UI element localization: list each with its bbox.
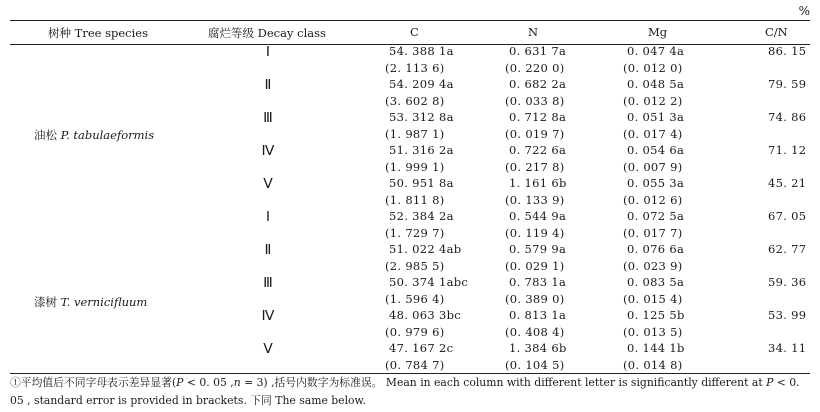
species-chinese: 油松 — [34, 128, 57, 142]
mg-value: 0. 051 3a — [627, 110, 685, 124]
mg-value: 0. 083 5a — [627, 275, 685, 289]
cn-ratio: 86. 15 — [768, 44, 807, 58]
decay-class: Ⅱ — [264, 78, 272, 93]
mg-standard-error: (0. 023 9) — [623, 258, 683, 273]
mg-value: 0. 054 6a — [627, 143, 685, 157]
n-standard-error: (0. 119 4) — [505, 225, 565, 240]
decay-class: Ⅰ — [265, 45, 271, 60]
n-standard-error: (0. 019 7) — [505, 126, 565, 141]
cn-ratio: 71. 12 — [768, 143, 807, 157]
mg-value: 0. 076 6a — [627, 242, 685, 256]
species-chinese: 漆树 — [34, 295, 57, 309]
cn-ratio: 45. 21 — [768, 176, 807, 190]
decay-class: Ⅳ — [261, 309, 275, 324]
footnote-n: n — [233, 376, 241, 389]
c-value: 51. 022 4ab — [389, 242, 462, 256]
n-value: 1. 161 6b — [509, 176, 567, 190]
n-value: 0. 712 8a — [509, 110, 567, 124]
n-standard-error: (0. 033 8) — [505, 93, 565, 108]
footnote-cond2: = 3) ,括号内数字为标准误。 — [240, 376, 383, 389]
mg-value: 0. 125 5b — [627, 308, 685, 322]
mg-standard-error: (0. 007 9) — [623, 159, 683, 174]
mg-standard-error: (0. 017 4) — [623, 126, 683, 141]
footnote-marker: ① — [10, 376, 21, 389]
mg-value: 0. 144 1b — [627, 341, 685, 355]
species-latin: T. vernicifluum — [60, 295, 148, 309]
header-decay-class: 腐烂等级 Decay class — [208, 26, 326, 40]
species-label — [34, 127, 154, 143]
n-value: 0. 631 7a — [509, 44, 567, 58]
cn-ratio: 59. 36 — [768, 275, 807, 289]
header-mg: Mg — [648, 25, 668, 39]
cn-ratio: 67. 05 — [768, 209, 807, 223]
n-value: 0. 544 9a — [509, 209, 567, 223]
footnote — [10, 374, 815, 410]
decay-class: Ⅱ — [264, 243, 272, 258]
mg-standard-error: (0. 012 2) — [623, 93, 683, 108]
decay-class: Ⅴ — [263, 342, 273, 357]
decay-class: Ⅴ — [263, 177, 273, 192]
table-top-rule — [10, 20, 810, 21]
c-standard-error: (3. 602 8) — [385, 93, 445, 108]
c-value: 54. 209 4a — [389, 77, 454, 91]
c-standard-error: (1. 729 7) — [385, 225, 445, 240]
c-standard-error: (2. 985 5) — [385, 258, 445, 273]
c-value: 50. 374 1abc — [389, 275, 469, 289]
c-standard-error: (2. 113 6) — [385, 60, 445, 75]
footnote-p: P — [176, 376, 184, 389]
c-value: 47. 167 2c — [389, 341, 454, 355]
cn-ratio: 34. 11 — [768, 341, 807, 355]
cn-ratio: 62. 77 — [768, 242, 807, 256]
n-value: 0. 682 2a — [509, 77, 567, 91]
footnote-en-1: Mean in each column with different letter is significantly different at — [385, 376, 767, 389]
mg-value: 0. 047 4a — [627, 44, 685, 58]
n-value: 0. 783 1a — [509, 275, 567, 289]
footnote-en-p: P — [766, 376, 774, 389]
mg-standard-error: (0. 014 8) — [623, 357, 683, 372]
mg-value: 0. 048 5a — [627, 77, 685, 91]
mg-standard-error: (0. 012 6) — [623, 192, 683, 207]
n-standard-error: (0. 220 0) — [505, 60, 565, 75]
mg-value: 0. 072 5a — [627, 209, 685, 223]
unit-label: % — [798, 4, 810, 18]
header-species: 树种 Tree species — [48, 26, 148, 40]
c-standard-error: (0. 784 7) — [385, 357, 445, 372]
n-standard-error: (0. 104 5) — [505, 357, 565, 372]
mg-value: 0. 055 3a — [627, 176, 685, 190]
decay-class: Ⅰ — [265, 210, 271, 225]
c-value: 50. 951 8a — [389, 176, 454, 190]
footnote-cn-1: 平均值后不同字母表示差异显著( — [20, 376, 177, 389]
cn-ratio: 74. 86 — [768, 110, 807, 124]
header-n: N — [528, 25, 539, 39]
n-standard-error: (0. 217 8) — [505, 159, 565, 174]
c-value: 48. 063 3bc — [389, 308, 461, 322]
mg-standard-error: (0. 017 7) — [623, 225, 683, 240]
mg-standard-error: (0. 015 4) — [623, 291, 683, 306]
cn-ratio: 53. 99 — [768, 308, 807, 322]
n-value: 0. 722 6a — [509, 143, 567, 157]
n-value: 0. 813 1a — [509, 308, 567, 322]
n-value: 0. 579 9a — [509, 242, 567, 256]
c-standard-error: (1. 596 4) — [385, 291, 445, 306]
n-standard-error: (0. 133 9) — [505, 192, 565, 207]
footnote-cond: < 0. 05 , — [183, 376, 234, 389]
n-standard-error: (0. 389 0) — [505, 291, 565, 306]
c-standard-error: (1. 811 8) — [385, 192, 445, 207]
n-value: 1. 384 6b — [509, 341, 567, 355]
species-label — [34, 294, 147, 310]
n-standard-error: (0. 408 4) — [505, 324, 565, 339]
decay-class: Ⅲ — [263, 276, 273, 291]
decay-class: Ⅲ — [263, 111, 273, 126]
decay-class: Ⅳ — [261, 144, 275, 159]
mg-standard-error: (0. 012 0) — [623, 60, 683, 75]
n-standard-error: (0. 029 1) — [505, 258, 565, 273]
cn-ratio: 79. 59 — [768, 77, 807, 91]
mg-standard-error: (0. 013 5) — [623, 324, 683, 339]
c-standard-error: (0. 979 6) — [385, 324, 445, 339]
c-value: 54. 388 1a — [389, 44, 454, 58]
c-standard-error: (1. 987 1) — [385, 126, 445, 141]
c-value: 51. 316 2a — [389, 143, 454, 157]
c-value: 52. 384 2a — [389, 209, 454, 223]
species-latin: P. tabulaeformis — [60, 128, 155, 142]
header-cn: C/N — [765, 25, 788, 39]
c-value: 53. 312 8a — [389, 110, 454, 124]
c-standard-error: (1. 999 1) — [385, 159, 445, 174]
footnote-en-2: < 0. 05 , standard error is provided in brackets. 下同 The same below. — [10, 376, 800, 407]
header-c: C — [410, 25, 419, 39]
